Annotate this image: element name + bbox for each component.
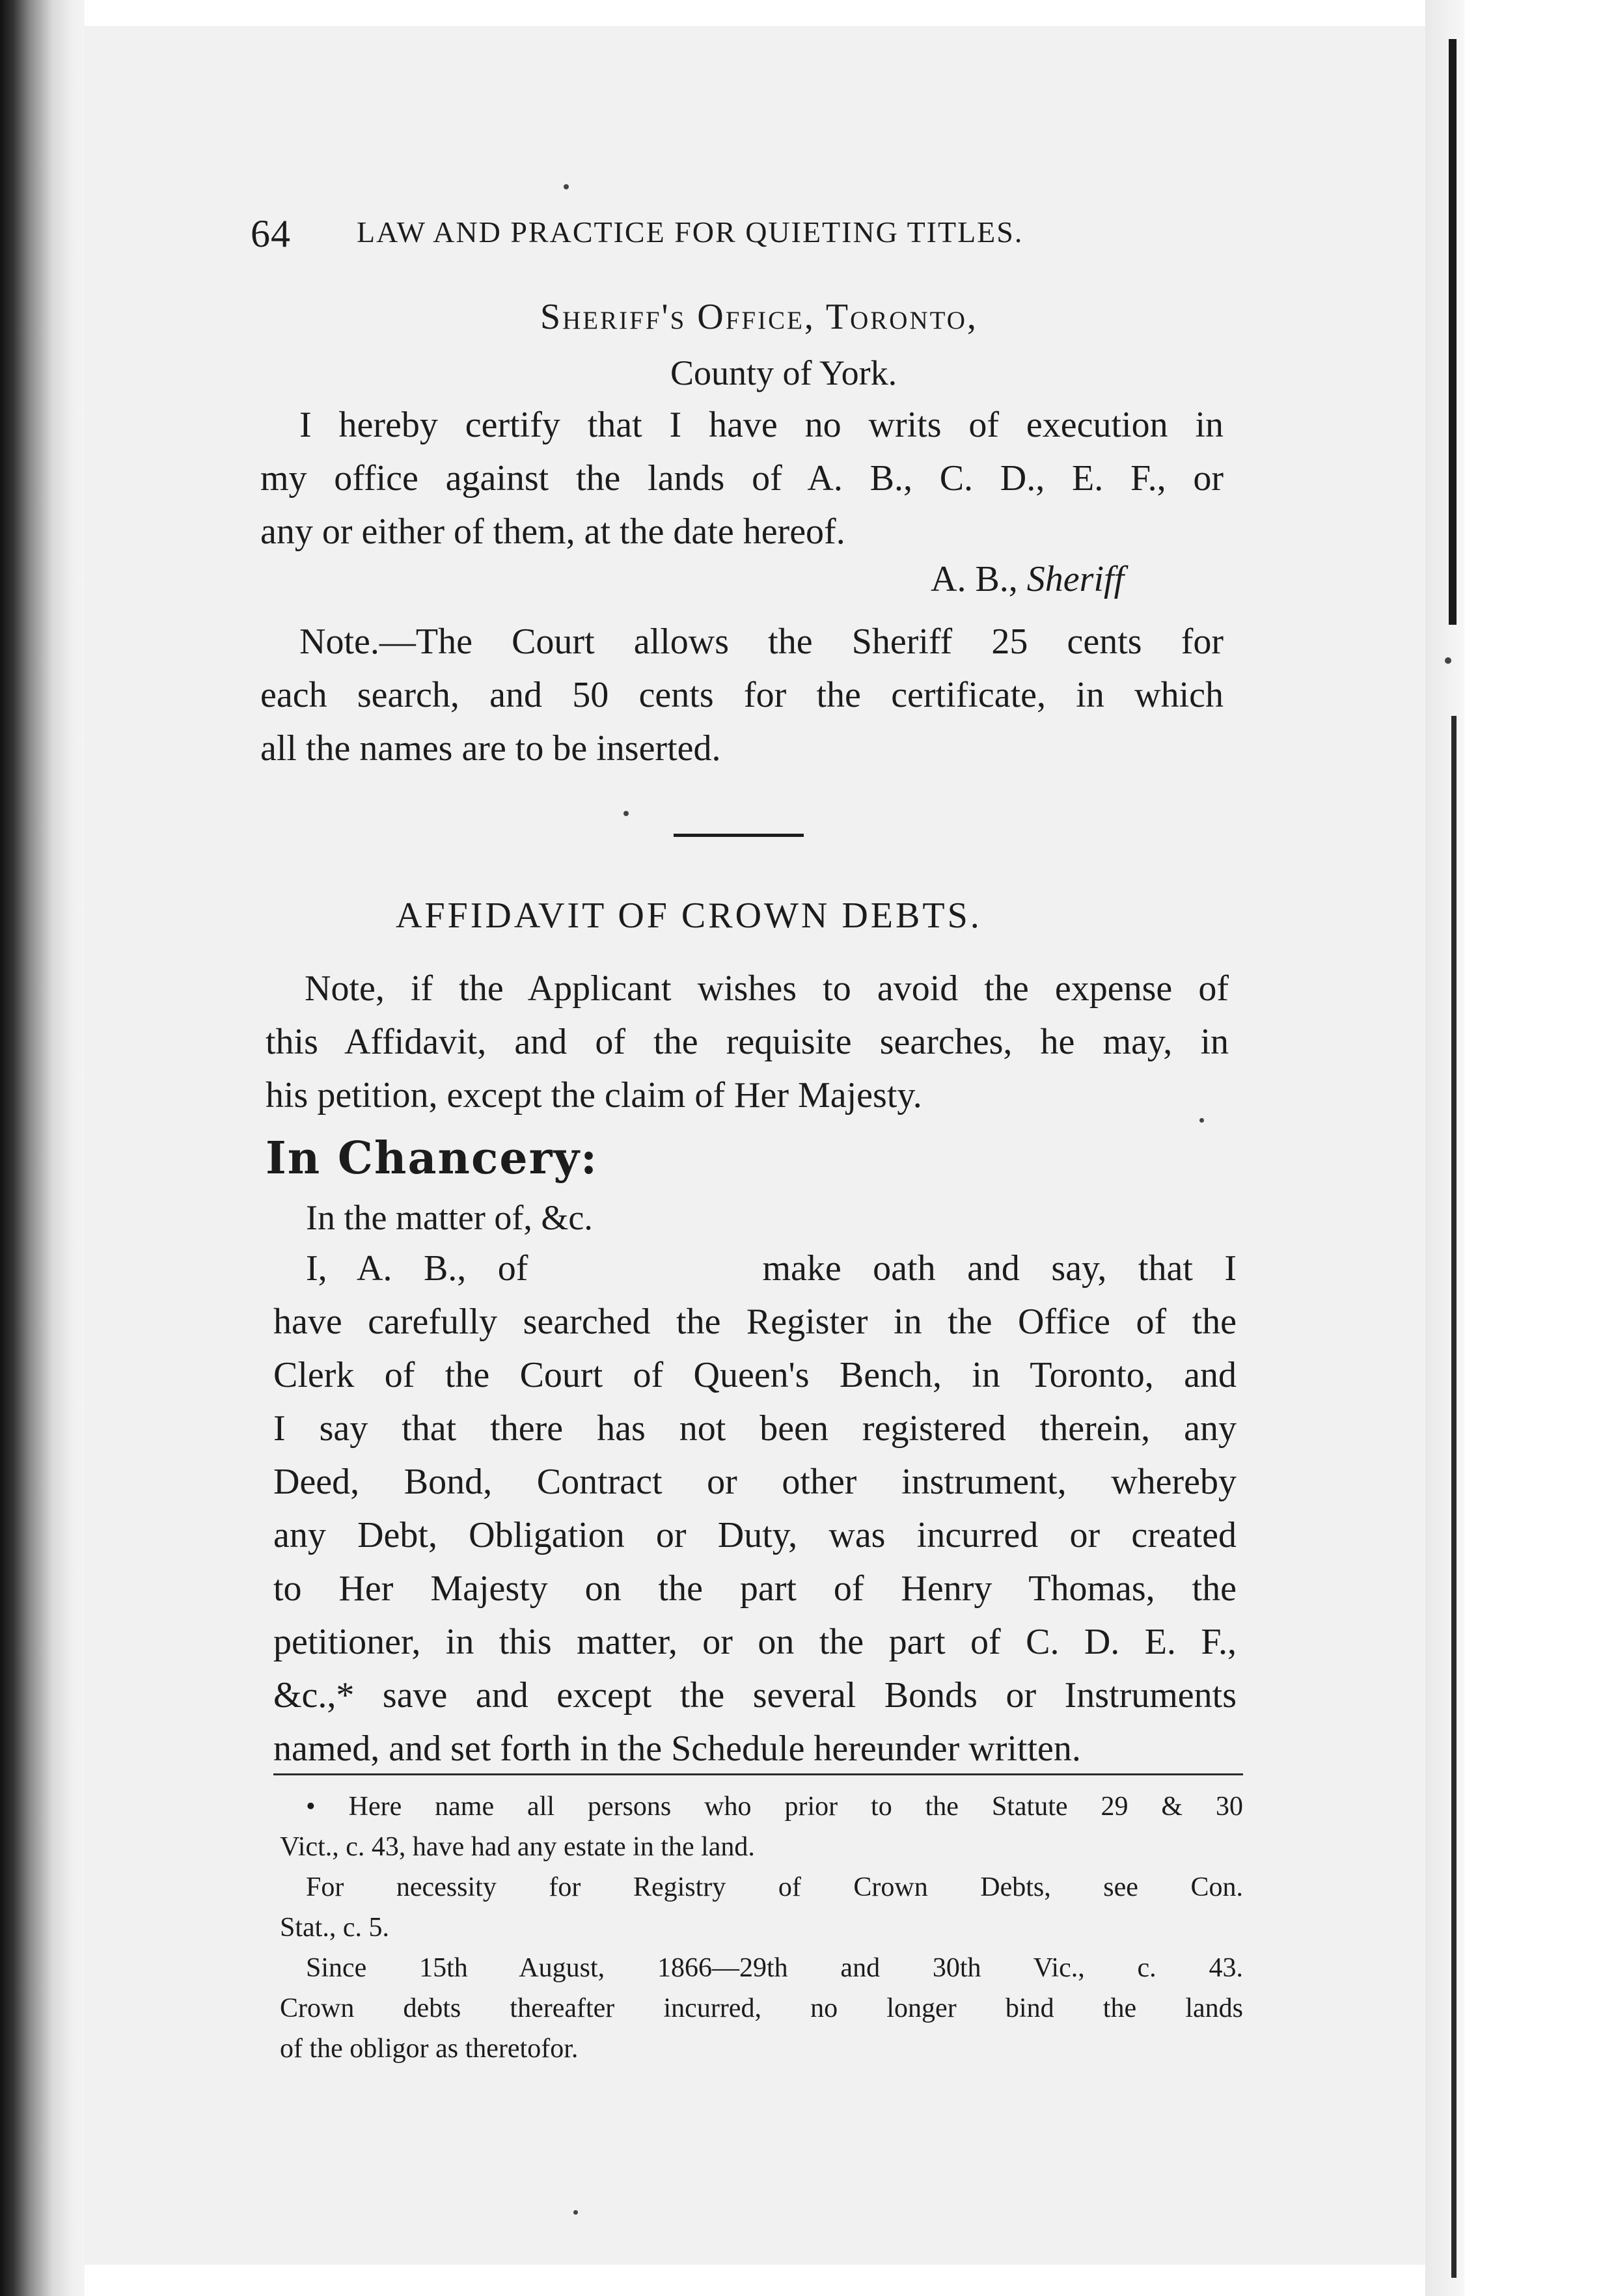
signature-name: A. B., [931, 559, 1018, 599]
gutter-shadow-lower [1451, 716, 1457, 2278]
section-divider [674, 834, 804, 837]
scan-speck [1199, 1118, 1204, 1123]
affidavit-line: I say that there has not been registered therein, any [273, 1408, 1237, 1449]
scan-speck [573, 2210, 578, 2215]
intro-line: this Affidavit, and of the requisite searches, he may, in [266, 1022, 1229, 1062]
facing-page-edge [1464, 0, 1601, 2296]
footnote-line: Stat., c. 5. [280, 1913, 389, 1943]
note-line: Note.—The Court allows the Sheriff 25 cents for [299, 622, 1224, 662]
affidavit-body [273, 1242, 1237, 1775]
court-heading: In Chancery: [266, 1132, 599, 1184]
scan-speck [564, 184, 569, 189]
certificate-line: I hereby certify that I have no writs of execution in [299, 405, 1224, 445]
affidavit-line: any Debt, Obligation or Duty, was incurred or created [273, 1515, 1237, 1555]
fee-note [260, 615, 1224, 775]
certificate-text [260, 398, 1224, 558]
affidavit-line: petitioner, in this matter, or on the part of C. D. E. F., [273, 1622, 1237, 1662]
signature-title: Sheriff [1026, 559, 1125, 599]
scan-speck [1445, 657, 1451, 664]
oath-end: make oath and say, that I [762, 1248, 1237, 1289]
footnote-line: Since 15th August, 1866—29th and 30th Vic., c. 43. [306, 1953, 1243, 1983]
gutter-shadow-upper [1449, 39, 1457, 625]
intro-line: Note, if the Applicant wishes to avoid the expense of [305, 968, 1229, 1009]
note-line: each search, and 50 cents for the certificate, in which [260, 675, 1224, 715]
affidavit-line: Clerk of the Court of Queen's Bench, in Toronto, and [273, 1355, 1237, 1395]
section-heading: AFFIDAVIT OF CROWN DEBTS. [396, 895, 982, 936]
page-gutter [1425, 0, 1464, 2296]
affidavit-line: named, and set forth in the Schedule hereunder written. [273, 1729, 1081, 1769]
footnote-line: of the obligor as theretofor. [280, 2034, 579, 2064]
certificate-office-line: Sheriff's Office, Toronto, [540, 297, 978, 337]
note-line: all the names are to be inserted. [260, 728, 721, 769]
affidavit-line: Deed, Bond, Contract or other instrument, whereby [273, 1462, 1237, 1502]
footnote-line: • Here name all persons who prior to the Statute 29 & 30 [306, 1792, 1243, 1822]
certificate-line: any or either of them, at the date hereof. [260, 512, 845, 552]
footnotes [280, 1786, 1243, 2069]
running-title: LAW AND PRACTICE FOR QUIETING TITLES. [357, 215, 1024, 249]
affidavit-line: &c.,* save and except the several Bonds or Instruments [273, 1675, 1237, 1715]
footnote-line: Vict., c. 43, have had any estate in the land. [280, 1832, 755, 1862]
footnote-line: Crown debts thereafter incurred, no longer bind the lands [280, 1993, 1243, 2023]
certificate-line: my office against the lands of A. B., C. D., E. F., or [260, 458, 1224, 499]
intro-line: his petition, except the claim of Her Majesty. [266, 1075, 922, 1115]
affidavit-line: have carefully searched the Register in the Office of the [273, 1302, 1237, 1342]
footnote-line: For necessity for Registry of Crown Debts, see Con. [306, 1872, 1243, 1902]
affidavit-intro-note [266, 962, 1229, 1122]
affidavit-line: to Her Majesty on the part of Henry Thomas, the [273, 1568, 1237, 1609]
certificate-county-line: County of York. [670, 353, 897, 392]
page-number: 64 [251, 212, 291, 255]
scan-speck [623, 811, 629, 816]
sheriff-signature [931, 558, 1124, 600]
footnote-rule [273, 1773, 1243, 1775]
oath-start: I, A. B., of [306, 1248, 528, 1289]
matter-line: In the matter of, &c. [306, 1198, 593, 1237]
book-binding-edge [0, 0, 85, 2296]
oath-line [273, 1242, 1237, 1295]
